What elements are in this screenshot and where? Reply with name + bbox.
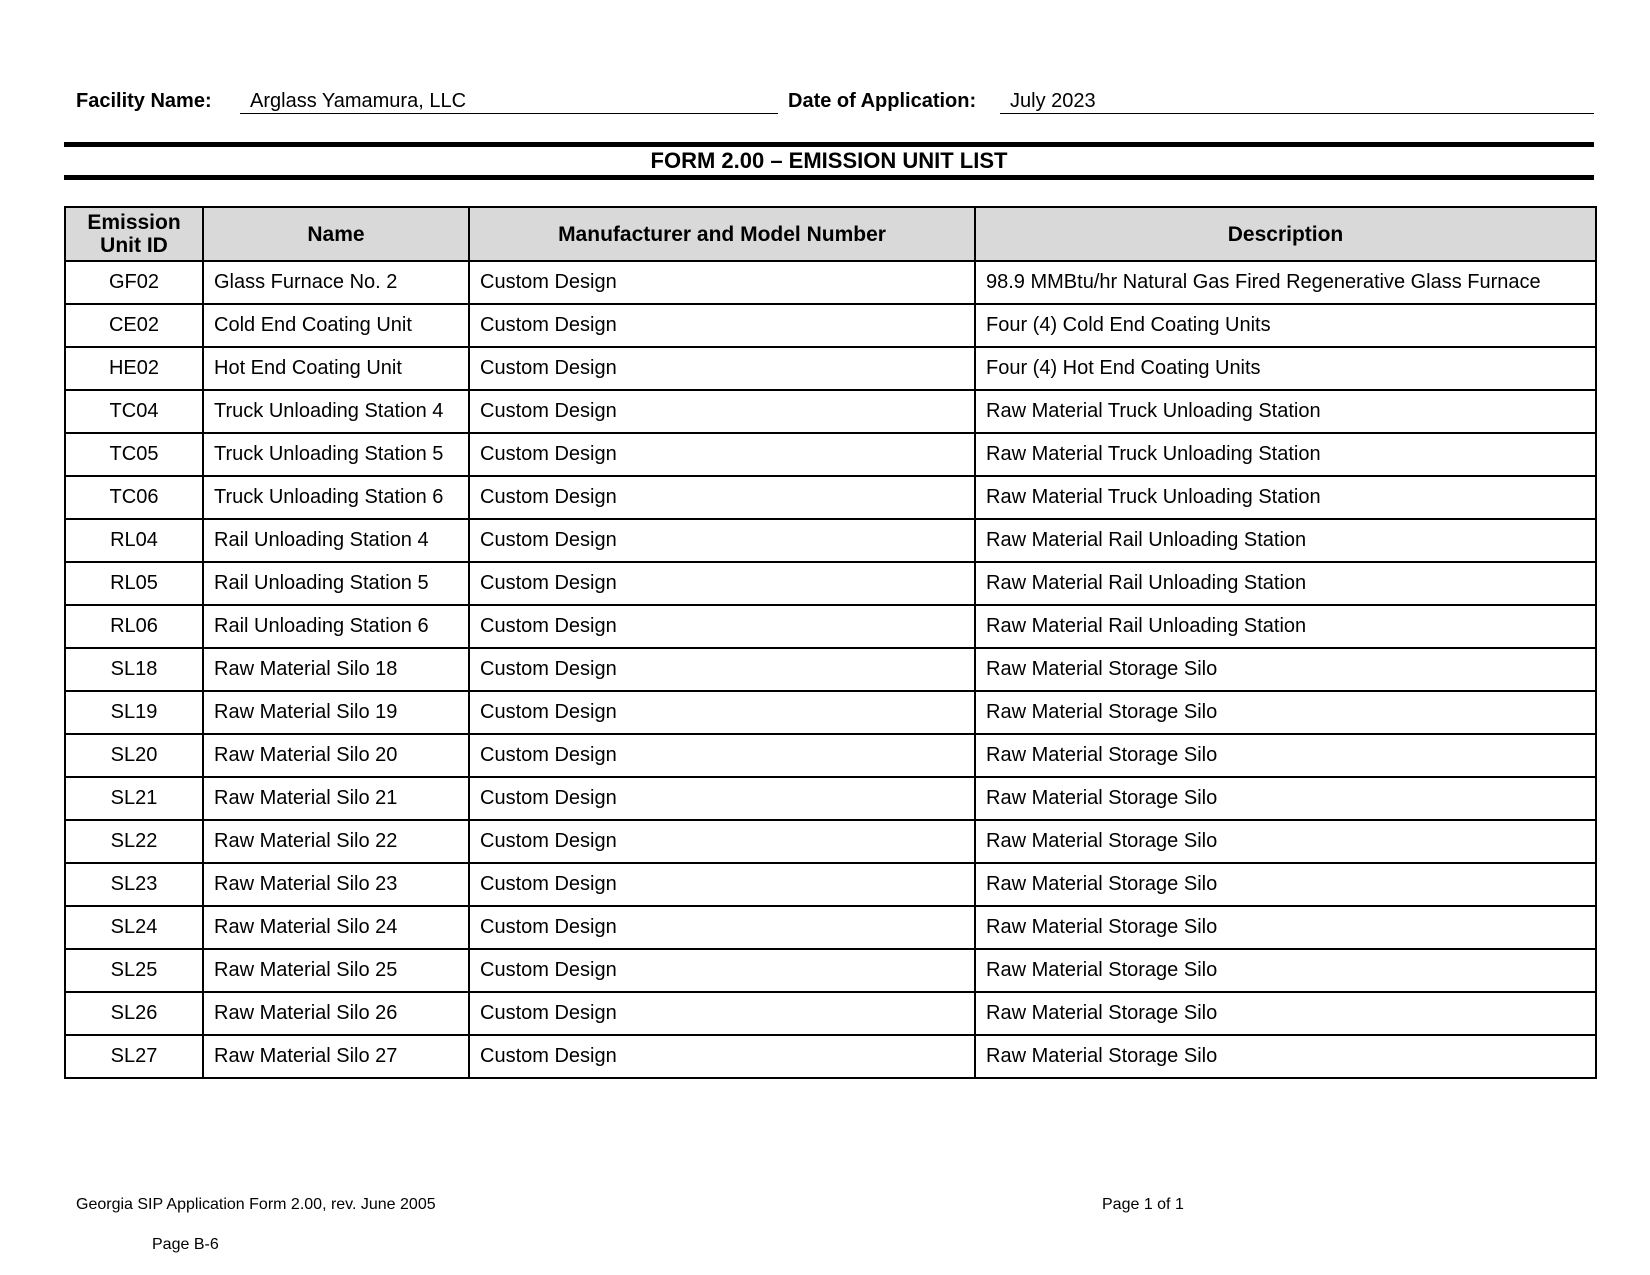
form-title: FORM 2.00 – EMISSION UNIT LIST: [64, 142, 1594, 180]
table-row: [65, 519, 1596, 562]
cell-description: Raw Material Storage Silo: [975, 1035, 1596, 1078]
cell-unit-id: SL23: [65, 863, 203, 906]
cell-name: Truck Unloading Station 4: [203, 390, 469, 433]
cell-manufacturer: Custom Design: [469, 691, 975, 734]
cell-name: Raw Material Silo 20: [203, 734, 469, 777]
table-row: [65, 863, 1596, 906]
emission-unit-table: [64, 206, 1597, 1079]
table-body: [65, 261, 1596, 1078]
cell-manufacturer: Custom Design: [469, 734, 975, 777]
cell-unit-id: RL06: [65, 605, 203, 648]
facility-name-label: Facility Name:: [76, 90, 212, 112]
cell-manufacturer: Custom Design: [469, 777, 975, 820]
cell-manufacturer: Custom Design: [469, 648, 975, 691]
cell-description: Raw Material Storage Silo: [975, 734, 1596, 777]
cell-name: Rail Unloading Station 4: [203, 519, 469, 562]
cell-name: Raw Material Silo 22: [203, 820, 469, 863]
table-row: [65, 906, 1596, 949]
cell-name: Raw Material Silo 27: [203, 1035, 469, 1078]
cell-name: Cold End Coating Unit: [203, 304, 469, 347]
cell-name: Raw Material Silo 18: [203, 648, 469, 691]
date-of-application-value: July 2023: [1000, 88, 1594, 114]
table-row: [65, 777, 1596, 820]
cell-unit-id: SL21: [65, 777, 203, 820]
table-header-row: [65, 207, 1596, 261]
cell-unit-id: RL04: [65, 519, 203, 562]
table-row: [65, 1035, 1596, 1078]
cell-unit-id: SL26: [65, 992, 203, 1035]
facility-name-value: Arglass Yamamura, LLC: [240, 88, 778, 114]
cell-description: Raw Material Rail Unloading Station: [975, 562, 1596, 605]
column-header-unit-id-line2: Unit ID: [100, 234, 168, 257]
form-reference: Georgia SIP Application Form 2.00, rev. June 2005: [76, 1196, 436, 1213]
cell-name: Truck Unloading Station 5: [203, 433, 469, 476]
cell-description: Raw Material Storage Silo: [975, 906, 1596, 949]
facility-header: [76, 88, 1594, 118]
cell-manufacturer: Custom Design: [469, 562, 975, 605]
cell-name: Rail Unloading Station 5: [203, 562, 469, 605]
cell-name: Hot End Coating Unit: [203, 347, 469, 390]
table-row: [65, 648, 1596, 691]
date-of-application-label: Date of Application:: [788, 90, 977, 112]
cell-unit-id: GF02: [65, 261, 203, 304]
table-row: [65, 476, 1596, 519]
cell-unit-id: TC04: [65, 390, 203, 433]
cell-unit-id: SL19: [65, 691, 203, 734]
table-row: [65, 691, 1596, 734]
cell-name: Raw Material Silo 25: [203, 949, 469, 992]
cell-unit-id: CE02: [65, 304, 203, 347]
cell-description: Four (4) Hot End Coating Units: [975, 347, 1596, 390]
cell-name: Raw Material Silo 23: [203, 863, 469, 906]
cell-manufacturer: Custom Design: [469, 992, 975, 1035]
cell-description: Raw Material Rail Unloading Station: [975, 605, 1596, 648]
cell-manufacturer: Custom Design: [469, 906, 975, 949]
table-row: [65, 347, 1596, 390]
cell-description: Raw Material Truck Unloading Station: [975, 433, 1596, 476]
cell-description: Raw Material Truck Unloading Station: [975, 476, 1596, 519]
cell-manufacturer: Custom Design: [469, 820, 975, 863]
cell-unit-id: SL25: [65, 949, 203, 992]
cell-description: Raw Material Storage Silo: [975, 863, 1596, 906]
cell-name: Glass Furnace No. 2: [203, 261, 469, 304]
cell-unit-id: SL22: [65, 820, 203, 863]
cell-unit-id: TC05: [65, 433, 203, 476]
cell-description: 98.9 MMBtu/hr Natural Gas Fired Regenerative Glass Furnace: [975, 261, 1596, 304]
cell-manufacturer: Custom Design: [469, 433, 975, 476]
cell-manufacturer: Custom Design: [469, 476, 975, 519]
cell-description: Raw Material Storage Silo: [975, 777, 1596, 820]
cell-manufacturer: Custom Design: [469, 304, 975, 347]
cell-description: Raw Material Truck Unloading Station: [975, 390, 1596, 433]
cell-description: Raw Material Storage Silo: [975, 992, 1596, 1035]
appendix-page-number: Page B-6: [152, 1236, 219, 1253]
cell-manufacturer: Custom Design: [469, 347, 975, 390]
table-row: [65, 304, 1596, 347]
cell-description: Raw Material Storage Silo: [975, 949, 1596, 992]
cell-name: Raw Material Silo 24: [203, 906, 469, 949]
cell-manufacturer: Custom Design: [469, 390, 975, 433]
cell-unit-id: TC06: [65, 476, 203, 519]
cell-name: Rail Unloading Station 6: [203, 605, 469, 648]
cell-manufacturer: Custom Design: [469, 261, 975, 304]
cell-name: Truck Unloading Station 6: [203, 476, 469, 519]
cell-unit-id: SL24: [65, 906, 203, 949]
cell-manufacturer: Custom Design: [469, 863, 975, 906]
column-header-description: Description: [975, 207, 1596, 261]
column-header-manufacturer: Manufacturer and Model Number: [469, 207, 975, 261]
table-row: [65, 261, 1596, 304]
cell-manufacturer: Custom Design: [469, 1035, 975, 1078]
cell-unit-id: SL27: [65, 1035, 203, 1078]
column-header-unit-id: [65, 207, 203, 261]
table-row: [65, 390, 1596, 433]
cell-description: Four (4) Cold End Coating Units: [975, 304, 1596, 347]
cell-name: Raw Material Silo 21: [203, 777, 469, 820]
table-row: [65, 433, 1596, 476]
table-row: [65, 820, 1596, 863]
column-header-unit-id-line1: Emission: [87, 211, 181, 234]
cell-unit-id: RL05: [65, 562, 203, 605]
cell-manufacturer: Custom Design: [469, 519, 975, 562]
cell-description: Raw Material Storage Silo: [975, 820, 1596, 863]
table-row: [65, 992, 1596, 1035]
cell-manufacturer: Custom Design: [469, 949, 975, 992]
cell-unit-id: HE02: [65, 347, 203, 390]
column-header-name: Name: [203, 207, 469, 261]
cell-description: Raw Material Storage Silo: [975, 648, 1596, 691]
cell-name: Raw Material Silo 19: [203, 691, 469, 734]
cell-manufacturer: Custom Design: [469, 605, 975, 648]
cell-description: Raw Material Storage Silo: [975, 691, 1596, 734]
cell-unit-id: SL20: [65, 734, 203, 777]
cell-description: Raw Material Rail Unloading Station: [975, 519, 1596, 562]
table-row: [65, 562, 1596, 605]
cell-name: Raw Material Silo 26: [203, 992, 469, 1035]
table-row: [65, 605, 1596, 648]
table-row: [65, 734, 1596, 777]
page-number: Page 1 of 1: [1102, 1196, 1184, 1213]
table-row: [65, 949, 1596, 992]
cell-unit-id: SL18: [65, 648, 203, 691]
